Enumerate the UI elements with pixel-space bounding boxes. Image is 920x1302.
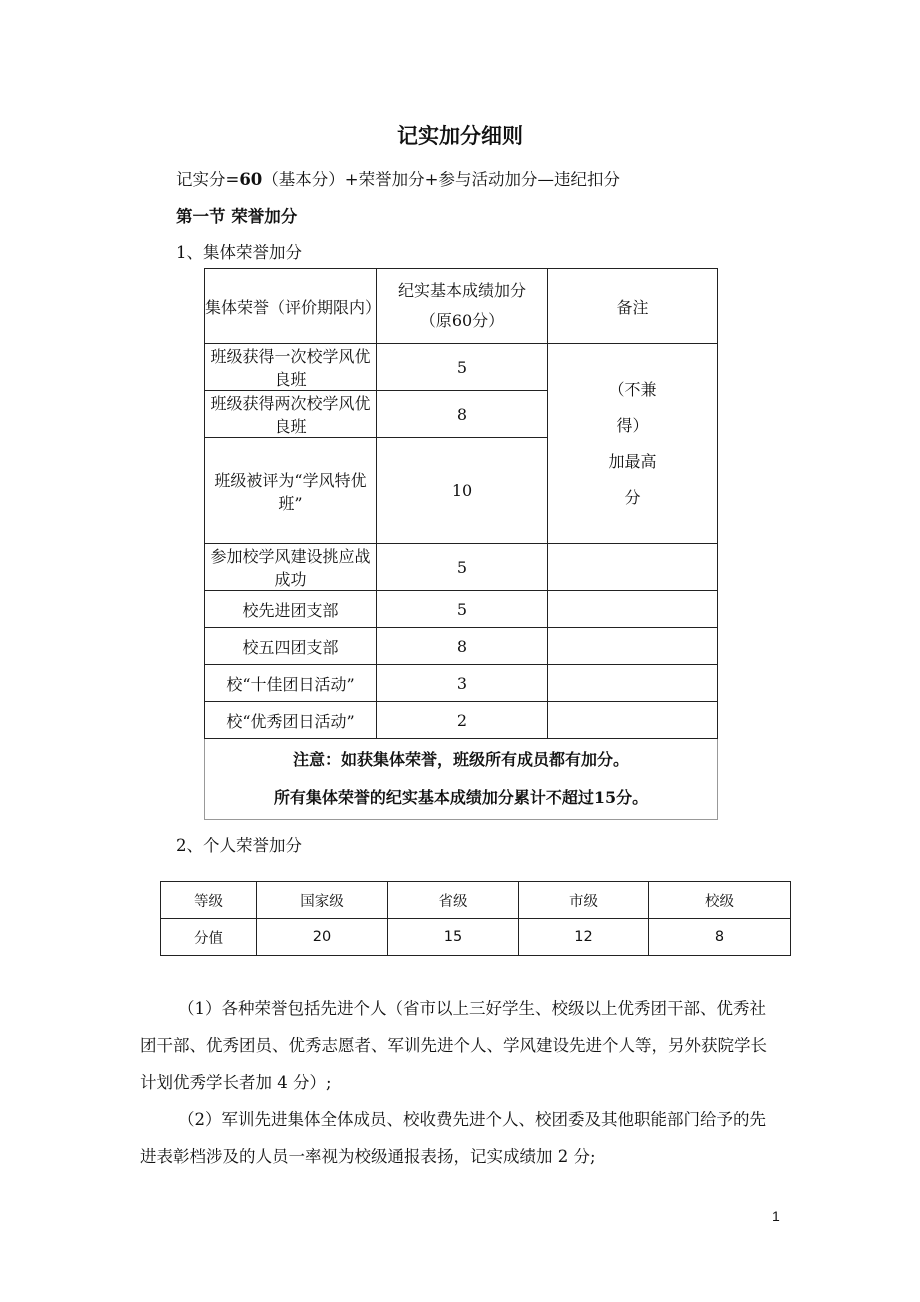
honor-score: 5 (377, 544, 548, 591)
honor-score: 5 (377, 344, 548, 391)
grade-national: 国家级 (257, 882, 388, 919)
honor-name: 班级被评为“学风特优班” (205, 438, 377, 544)
honor-score: 8 (377, 628, 548, 665)
subsection-collective: 1、集体荣誉加分 (176, 243, 302, 262)
score-school: 8 (649, 919, 791, 956)
grade-city: 市级 (519, 882, 649, 919)
collective-note (205, 739, 718, 820)
formula-prefix: 记实分= (176, 170, 240, 189)
remark-empty (548, 665, 718, 702)
honor-name: 班级获得一次校学风优良班 (205, 344, 377, 391)
remark-empty (548, 544, 718, 591)
header-remark: 备注 (548, 269, 718, 344)
subsection-personal: 2、个人荣誉加分 (176, 836, 302, 855)
grade-header: 等级 (161, 882, 257, 919)
score-provincial: 15 (388, 919, 519, 956)
grade-provincial: 省级 (388, 882, 519, 919)
score-national: 20 (257, 919, 388, 956)
page-number: 1 (772, 1208, 780, 1224)
section-heading: 第一节 荣誉加分 (176, 207, 298, 226)
score-header: 分值 (161, 919, 257, 956)
formula-rest: （基本分）+荣誉加分+参与活动加分—违纪扣分 (262, 170, 620, 189)
grade-school: 校级 (649, 882, 791, 919)
honor-name: 校“优秀团日活动” (205, 702, 377, 739)
header-honor: 集体荣誉（评价期限内） (205, 269, 377, 344)
honor-score: 2 (377, 702, 548, 739)
header-score: 纪实基本成绩加分（原60分） (377, 269, 548, 344)
honor-name: 校“十佳团日活动” (205, 665, 377, 702)
remark-cell: （不兼 得） 加最高 分 (548, 344, 718, 544)
note-line-2: 所有集体荣誉的纪实基本成绩加分累计不超过15分。 (273, 788, 649, 807)
score-city: 12 (519, 919, 649, 956)
note-line-1: 注意：如获集体荣誉，班级所有成员都有加分。 (292, 750, 629, 769)
honor-name: 校五四团支部 (205, 628, 377, 665)
remark-empty (548, 702, 718, 739)
honor-score: 10 (377, 438, 548, 544)
honor-name: 参加校学风建设挑应战成功 (205, 544, 377, 591)
honor-score: 8 (377, 391, 548, 438)
collective-honor-table (204, 268, 718, 820)
document-title: 记实加分细则 (397, 123, 523, 148)
personal-honor-table (160, 881, 791, 956)
honor-name: 校先进团支部 (205, 591, 377, 628)
remark-empty (548, 591, 718, 628)
honor-score: 5 (377, 591, 548, 628)
paragraph-1: （1）各种荣誉包括先进个人（省市以上三好学生、校级以上优秀团干部、优秀社团干部、优秀团员、优秀志愿者、军训先进个人、学风建设先进个人等，另外获院学长计划优秀学长者加 4 分）; (140, 999, 767, 1092)
paragraph-2: （2）军训先进集体全体成员、校收费先进个人、校团委及其他职能部门给予的先进表彰档涉及的人员一率视为校级通报表扬，记实成绩加 2 分; (140, 1110, 766, 1166)
remark-empty (548, 628, 718, 665)
score-formula (176, 166, 620, 190)
honor-name: 班级获得两次校学风优良班 (205, 391, 377, 438)
formula-base: 60 (239, 170, 263, 189)
honor-score: 3 (377, 665, 548, 702)
